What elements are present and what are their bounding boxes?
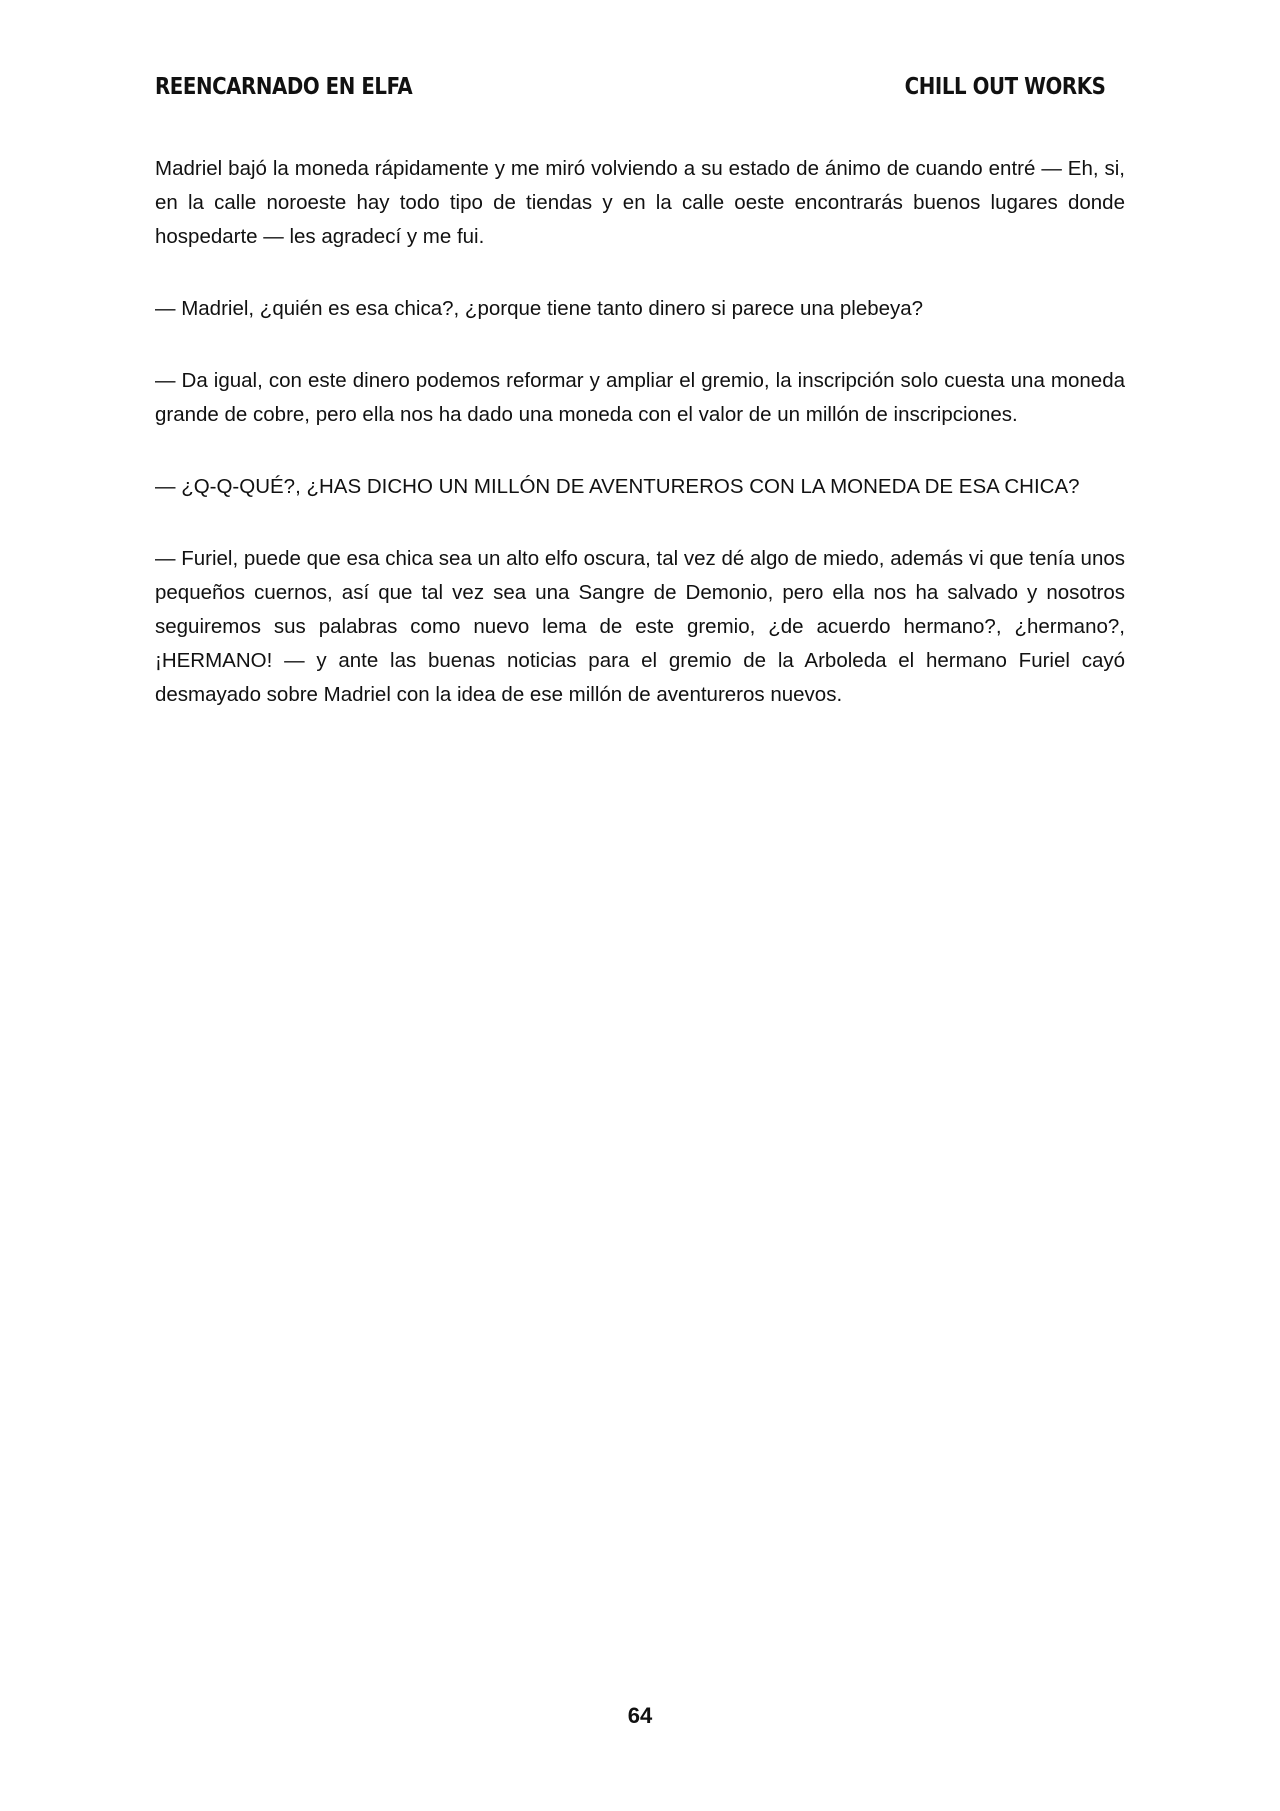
paragraph-3: — Da igual, con este dinero podemos reformar y ampliar el gremio, la inscripción solo cuesta una moneda grande de cobre, pero ella nos ha dado una moneda con el valor de un millón de inscripciones. xyxy=(155,369,1125,426)
paragraph-5: — Furiel, puede que esa chica sea un alto elfo oscura, tal vez dé algo de miedo, además vi que tenía unos pequeños cuernos, así que tal vez sea una Sangre de Demonio, pero ella nos ha salvado y nosotros seguiremos sus palabras como nuevo lema de este gremio, ¿de acuerdo hermano?, ¿hermano?, ¡HERMANO! — y ante las buenas noticias para el gremio de la Arboleda el hermano Furiel cayó desmayado sobre Madriel con la idea de ese millón de aventureros nuevos. xyxy=(155,547,1125,706)
header-publisher: CHILL OUT WORKS xyxy=(904,74,1105,100)
page-body xyxy=(155,152,1125,750)
paragraph-1: Madriel bajó la moneda rápidamente y me miró volviendo a su estado de ánimo de cuando entré — Eh, si, en la calle noroeste hay todo tipo de tiendas y en la calle oeste encontrarás buenos lugares donde hospedarte — les agradecí y me fui. xyxy=(155,157,1125,248)
paragraph-4: — ¿Q-Q-QUÉ?, ¿HAS DICHO UN MILLÓN DE AVENTUREROS CON LA MONEDA DE ESA CHICA? xyxy=(155,475,1080,498)
header-book-title: REENCARNADO EN ELFA xyxy=(155,74,413,100)
page-number: 64 xyxy=(627,1703,653,1728)
page-header xyxy=(155,74,1105,108)
paragraph-2: — Madriel, ¿quién es esa chica?, ¿porque tiene tanto dinero si parece una plebeya? xyxy=(155,297,924,320)
